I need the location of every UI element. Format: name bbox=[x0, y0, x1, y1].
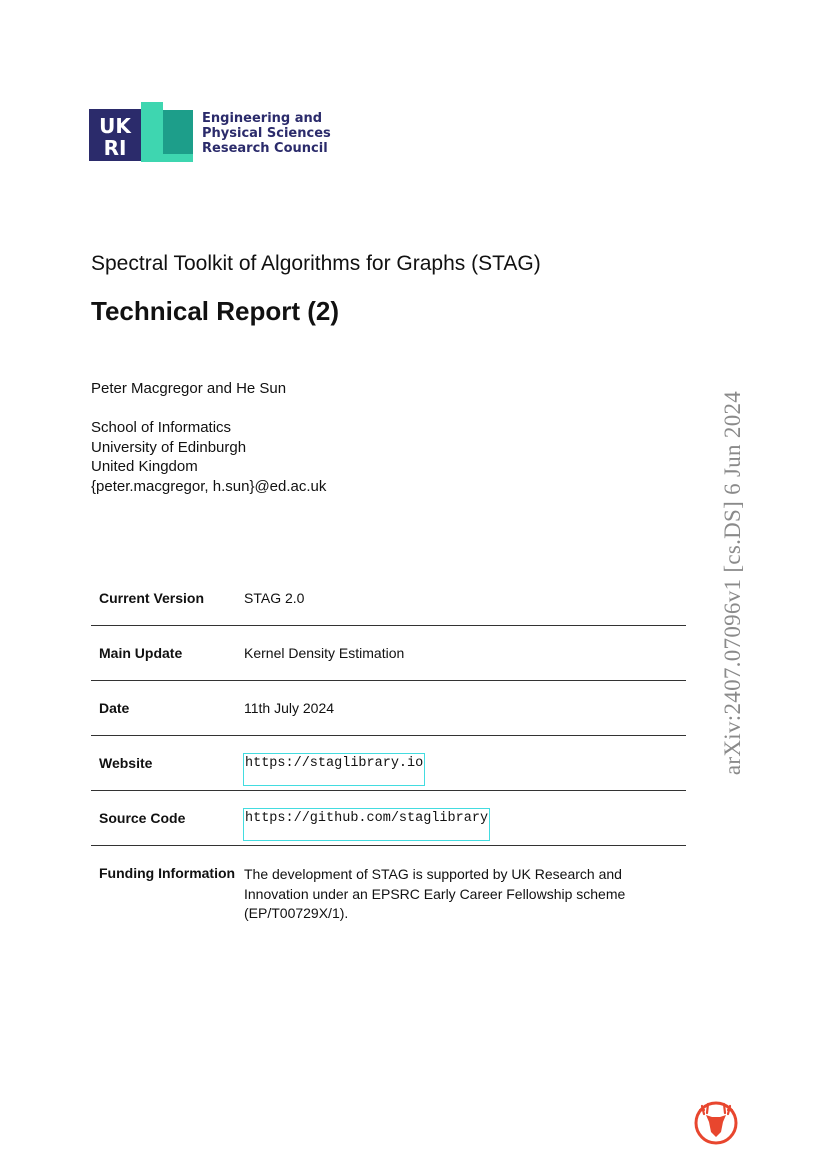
row-label: Main Update bbox=[99, 645, 183, 661]
svg-text:RI: RI bbox=[103, 136, 127, 160]
address-line: School of Informatics bbox=[91, 419, 232, 436]
source-code-link[interactable]: https://github.com/staglibrary bbox=[243, 808, 490, 841]
row-value: STAG 2.0 bbox=[244, 590, 305, 606]
arxiv-stamp: arXiv:2407.07096v1 [cs.DS] 6 Jun 2024 bbox=[720, 390, 745, 776]
table-row bbox=[91, 736, 686, 791]
row-label: Funding Information bbox=[99, 865, 236, 881]
logo-text-line: Engineering and bbox=[202, 111, 323, 126]
logo-text-line: Physical Sciences bbox=[202, 126, 331, 141]
svg-text:UK: UK bbox=[99, 114, 131, 138]
table-row bbox=[91, 846, 686, 921]
website-link[interactable]: https://staglibrary.io bbox=[243, 753, 425, 786]
email-address: {peter.macgregor, h.sun}@ed.ac.uk bbox=[91, 477, 327, 495]
row-label: Date bbox=[99, 700, 130, 716]
address-block bbox=[91, 418, 326, 496]
row-value: Kernel Density Estimation bbox=[244, 645, 405, 661]
epsrc-name bbox=[202, 111, 342, 156]
report-subtitle: Spectral Toolkit of Algorithms for Graphs (STAG) bbox=[91, 252, 541, 275]
authors: Peter Macgregor and He Sun bbox=[91, 380, 287, 397]
report-title: Technical Report (2) bbox=[91, 296, 340, 326]
report-info-table bbox=[91, 571, 686, 921]
row-value: 11th July 2024 bbox=[244, 700, 335, 716]
ukri-logo-icon bbox=[89, 102, 193, 162]
row-label: Source Code bbox=[99, 810, 186, 826]
row-label: Website bbox=[99, 755, 153, 771]
table-row bbox=[91, 791, 686, 846]
address-line: University of Edinburgh bbox=[91, 438, 247, 456]
logo-text-line: Research Council bbox=[202, 141, 328, 156]
stag-head-icon bbox=[692, 1098, 740, 1146]
table-row bbox=[91, 626, 686, 681]
ukri-epsrc-logo bbox=[89, 102, 329, 162]
table-row bbox=[91, 571, 686, 626]
address-line: United Kingdom bbox=[91, 458, 198, 475]
funding-text: The development of STAG is supported by UK Research and Innovation under an EPSRC Early Career Fellowship scheme (EP/T00729X/1). bbox=[244, 866, 626, 921]
row-label: Current Version bbox=[99, 590, 205, 606]
table-row bbox=[91, 681, 686, 736]
